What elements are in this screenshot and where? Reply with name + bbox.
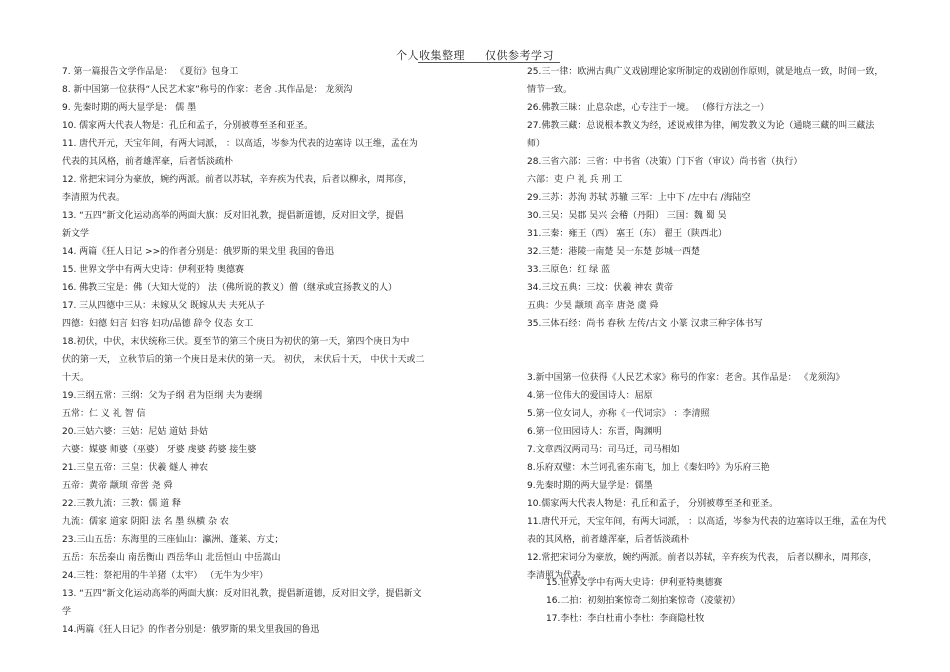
page-header	[0, 47, 950, 63]
text-line: 3.新中国第一位获得《人民艺术家》称号的作家：老舍。其作品是： 《龙须沟》	[527, 373, 845, 383]
text-line: 9. 先秦时期的两大显学是： 儒 墨	[62, 103, 197, 113]
text-line: 十天。	[62, 373, 90, 383]
text-line: 表的其风格，前者雄浑豪，后者恬淡疏朴	[527, 535, 690, 545]
text-line: 31.三秦：雍王（西） 塞王（东） 翟王（陕西北）	[527, 229, 728, 239]
text-line: 22.三教九流：三教：儒 道 释	[62, 499, 182, 509]
header-text-collected: 个人收集整理	[396, 49, 465, 62]
header-text-reference: 仅供参考学习	[485, 49, 554, 62]
text-line: 伏的第一天， 立秋节后的第一个庚日是末伏的第一天。 初伏， 末伏后十天， 中伏十天或二	[62, 355, 425, 365]
text-line: 9.先秦时期的两大显学是：儒墨	[527, 481, 653, 491]
text-line: 19.三纲五常：三纲：父为子纲 君为臣纲 夫为妻纲	[62, 391, 263, 401]
text-line: 四德：妇德 妇言 妇容 妇功/品德 辞令 仪态 女工	[62, 319, 254, 329]
left-column	[62, 63, 462, 639]
text-line: 情节一致。	[527, 85, 573, 95]
text-line: 12. 常把宋词分为豪放，婉约两派。前者以苏轼，辛弃疾为代表，后者以柳永，周邦彦，	[62, 175, 413, 185]
text-line: 14.两篇《狂人日记》的作者分别是：俄罗斯的果戈里我国的鲁迅	[62, 625, 320, 635]
text-line: 21.三皇五帝：三皇：伏羲 燧人 神农	[62, 463, 209, 473]
text-line: 14. 两篇《狂人日记 >>的作者分别是：俄罗斯的果戈里 我国的鲁迅	[62, 247, 334, 257]
text-line: 25.三一律：欧洲古典广义戏剧理论家所制定的戏剧创作原则，就是地点一致，时间一致，	[527, 67, 884, 77]
text-line: 李清照为代表。	[527, 571, 591, 581]
text-line: 13. “五四”新文化运动高举的两面大旗：反对旧礼教，提倡新道德，反对旧文学，提倡	[62, 211, 404, 221]
text-line: 7. 第一篇报告文学作品是： 《夏衍》包身工	[62, 67, 239, 77]
text-line: 五典：少昊 颛顼 高辛 唐尧 虞 舜	[527, 301, 659, 311]
text-line: 李清照为代表。	[62, 193, 126, 203]
text-line: 28.三省六部：三省：中书省（决策）门下省（审议）尚书省（执行）	[527, 157, 803, 167]
text-line: 35.三体石经：尚书 春秋 左传/古文 小篆 汉隶三种字体书写	[527, 319, 763, 329]
text-line: 师）	[527, 139, 546, 149]
right-bottom-column	[546, 574, 906, 628]
text-line: 33.三原色：红 绿 蓝	[527, 265, 611, 275]
text-line: 12.常把宋词分为豪放，婉约两派。前者以苏轼，辛弃疾为代表， 后者以柳永，周邦彦，	[527, 553, 878, 563]
text-line: 五常：仁 义 礼 智 信	[62, 409, 146, 419]
text-line: 16. 佛教三宝是：佛（大知大觉的） 法（佛所说的教义）僧（继承或宣扬教义的人）	[62, 283, 398, 293]
text-line: 10.儒家两大代表人物是：孔丘和孟子， 分别被尊至圣和亚圣。	[527, 499, 779, 509]
right-column	[527, 63, 907, 585]
text-line: 7.文章西汉两司马：司马迁，司马相如	[527, 445, 680, 455]
text-line: 五岳：东岳泰山 南岳衡山 西岳华山 北岳恒山 中岳嵩山	[62, 553, 281, 563]
text-line: 六部：吏 户 礼 兵 刑 工	[527, 175, 623, 185]
text-line: 27.佛教三藏：总说根本教义为经，述说戒律为律，阐发教义为论（通晓三藏的叫三藏法	[527, 121, 875, 131]
text-line: 26.佛教三昧：止息杂虑，心专注于一境。 （修行方法之一）	[527, 103, 770, 113]
text-line: 10. 儒家两大代表人物是：孔丘和孟子，分别被尊至圣和亚圣。	[62, 121, 314, 131]
blank-line	[527, 333, 907, 351]
text-line: 32.三楚：港陵一南楚 吴一东楚 彭城一西楚	[527, 247, 701, 257]
text-line: 六婆：媒婆 师婆（巫婆） 牙婆 虔婆 药婆 接生婆	[62, 445, 257, 455]
text-line: 九流：儒家 道家 阴阳 法 名 墨 纵横 杂 农	[62, 517, 229, 527]
text-line: 11. 唐代开元，天宝年间，有两大词派， ：以高适，岑参为代表的边塞诗 以王维，孟在为	[62, 139, 418, 149]
text-line: 17. 三从四德中三从：未嫁从父 既嫁从夫 夫死从子	[62, 301, 265, 311]
text-line: 17.李杜：李白杜甫小李杜：李商隐杜牧	[546, 614, 705, 624]
text-line: 新文学	[62, 229, 90, 239]
text-line: 8. 新中国第一位获得“人民艺术家”称号的作家：老舍 .其作品是： 龙须沟	[62, 85, 353, 95]
text-line: 15.世界文学中有两大史诗：伊利亚特奥德赛	[546, 578, 723, 588]
text-line: 18.初伏，中伏，末伏统称三伏。夏至节的第三个庚日为初伏的第一天，第四个庚日为中	[62, 337, 410, 347]
text-line: 30.三吴：吴郡 吴兴 会稽（丹阳） 三国：魏 蜀 吴	[527, 211, 727, 221]
text-line: 24.三牲：祭祀用的牛羊猪（太牢） （无牛为少牢）	[62, 571, 269, 581]
text-line: 15. 世界文学中有两大史诗：伊利亚特 奥德赛	[62, 265, 245, 275]
text-line: 23.三山五岳：东海里的三座仙山：瀛洲、蓬莱、方丈；	[62, 535, 284, 545]
text-line: 6.第一位田园诗人：东晋，陶渊明	[527, 427, 662, 437]
text-line: 五帝：黄帝 颛顼 帝喾 尧 舜	[62, 481, 173, 491]
text-line: 学	[62, 607, 72, 617]
text-line: 34.三坟五典：三坟：伏羲 神农 黄帝	[527, 283, 674, 293]
blank-line	[527, 351, 907, 369]
text-line: 5.第一位女词人，亦称《一代词宗》 ：李清照	[527, 409, 710, 419]
text-line: 代表的其风格，前者雄浑豪，后者恬淡疏朴	[62, 157, 234, 167]
text-line: 4.第一位伟大的爱国诗人：屈原	[527, 391, 653, 401]
text-line: 29.三苏：苏洵 苏轼 苏辙 三军：上中下 /左中右 /海陆空	[527, 193, 751, 203]
text-line: 16.二拍：初刻拍案惊奇二刻拍案惊奇（凌蒙初）	[546, 596, 741, 606]
text-line: 13. “五四”新文化运动高举的两面大旗：反对旧礼教，提倡新道德，反对旧文学，提倡新文	[62, 589, 422, 599]
text-line: 8.乐府双璧：木兰诃孔雀东南飞，加上《秦妇吟》为乐府三艳	[527, 463, 770, 473]
text-line: 20.三姑六婆：三姑：尼姑 道姑 卦姑	[62, 427, 209, 437]
text-line: 11.唐代开元，天宝年间，有两大词派， ：以高适，岑参为代表的边塞诗以王维，孟在为代	[527, 517, 887, 527]
